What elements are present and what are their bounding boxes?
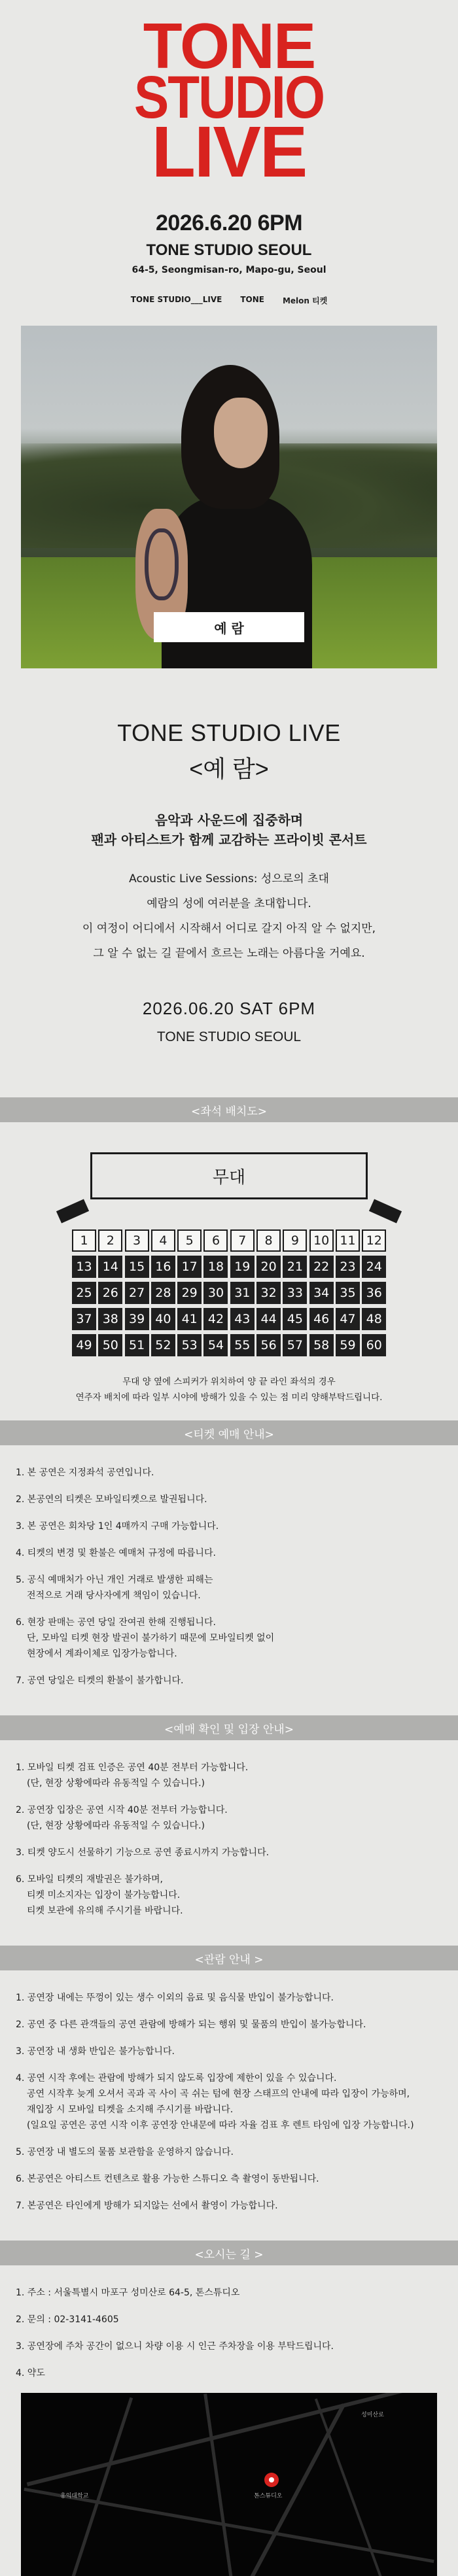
concert-datetime: 2026.06.20 SAT 6PM bbox=[142, 999, 316, 1019]
seat-41: 41 bbox=[177, 1308, 202, 1330]
list-item bbox=[16, 2339, 438, 2354]
event-address: 64-5, Seongmisan-ro, Mapo-gu, Seoul bbox=[132, 265, 326, 276]
seat-28: 28 bbox=[151, 1282, 175, 1304]
seat-16: 16 bbox=[151, 1256, 175, 1278]
list-item-subtext: 단, 모바일 티켓 현장 발권이 불가하기 때문에 모바일티켓 없이 bbox=[27, 1633, 275, 1644]
seat-46: 46 bbox=[309, 1308, 334, 1330]
sponsor-logos bbox=[0, 295, 458, 306]
tone-sponsor-logo: TONE bbox=[240, 295, 264, 305]
stage: 무대 bbox=[90, 1152, 368, 1199]
intro-paragraph: Acoustic Live Sessions: 성으로의 초대 예람의 성에 여러분을 초대합니다. 이 여정이 어디에서 시작해서 어디로 갈지 아직 알 수 없지만, 그 알 수 없는 길 끝에서 흐르는 노래는 아름다울 거예요. bbox=[82, 872, 376, 961]
seat-39: 39 bbox=[125, 1308, 149, 1330]
list-item-text: 6. 본공연은 아티스트 컨텐츠로 활용 가능한 스튜디오 측 촬영이 동반됩니다. bbox=[16, 2174, 319, 2185]
list-item bbox=[16, 2365, 438, 2381]
list-item-text: 2. 문의 : 02-3141-4605 bbox=[16, 2314, 119, 2326]
list-item-text: 7. 본공연은 타인에게 방해가 되지않는 선에서 촬영이 가능합니다. bbox=[16, 2201, 278, 2212]
location-map[interactable] bbox=[21, 2393, 437, 2576]
seat-8: 8 bbox=[256, 1229, 281, 1252]
seat-40: 40 bbox=[151, 1308, 175, 1330]
seat-2: 2 bbox=[98, 1229, 122, 1252]
seat-54: 54 bbox=[203, 1334, 228, 1356]
directions-list bbox=[0, 2265, 458, 2381]
seat-14: 14 bbox=[98, 1256, 122, 1278]
seat-31: 31 bbox=[230, 1282, 255, 1304]
seat-53: 53 bbox=[177, 1334, 202, 1356]
list-item-text: 3. 공연장 내 생화 반입은 불가능합니다. bbox=[16, 2046, 175, 2057]
entry-info-header: <예매 확인 및 입장 안내> bbox=[0, 1715, 458, 1740]
seat-32: 32 bbox=[256, 1282, 281, 1304]
seat-3: 3 bbox=[125, 1229, 149, 1252]
list-item-subtext: 티켓 미소지자는 입장이 불가능합니다. bbox=[27, 1890, 181, 1901]
seat-11: 11 bbox=[336, 1229, 360, 1252]
seat-5: 5 bbox=[177, 1229, 202, 1252]
seat-13: 13 bbox=[72, 1256, 96, 1278]
seat-44: 44 bbox=[256, 1308, 281, 1330]
list-item bbox=[16, 1465, 438, 1481]
list-item bbox=[16, 2017, 438, 2033]
seat-grid bbox=[72, 1229, 386, 1356]
entry-info-list bbox=[0, 1740, 458, 1946]
list-item-subtext: 현장에서 계좌이체로 입장가능합니다. bbox=[27, 1649, 177, 1660]
list-item bbox=[16, 1615, 438, 1662]
list-item-text: 6. 현장 판매는 공연 당일 잔여권 한해 진행됩니다. bbox=[16, 1617, 216, 1628]
map-label-studio: 톤스튜디오 bbox=[254, 2493, 283, 2500]
event-venue: TONE STUDIO SEOUL bbox=[146, 241, 312, 260]
event-date: 2026.6.20 6PM bbox=[155, 211, 303, 236]
seat-25: 25 bbox=[72, 1282, 96, 1304]
seat-15: 15 bbox=[125, 1256, 149, 1278]
seat-55: 55 bbox=[230, 1334, 255, 1356]
seat-38: 38 bbox=[98, 1308, 122, 1330]
list-item bbox=[16, 2198, 438, 2214]
melon-ticket-sponsor-logo: Melon 티켓 bbox=[282, 296, 328, 306]
seat-12: 12 bbox=[362, 1229, 386, 1252]
list-item-text: 2. 본공연의 티켓은 모바일티켓으로 발권됩니다. bbox=[16, 1494, 207, 1505]
seat-58: 58 bbox=[309, 1334, 334, 1356]
list-item-text: 3. 공연장에 주차 공간이 없으니 차량 이용 시 인근 주차장을 이용 부탁드립니다. bbox=[16, 2341, 334, 2352]
location-pin-icon bbox=[264, 2473, 279, 2487]
list-item-text: 6. 모바일 티켓의 재발권은 불가하며, bbox=[16, 1874, 163, 1885]
list-item-text: 2. 공연장 입장은 공연 시작 40분 전부터 가능합니다. bbox=[16, 1805, 228, 1816]
speaker-left-icon bbox=[56, 1199, 89, 1224]
seat-29: 29 bbox=[177, 1282, 202, 1304]
list-item-text: 1. 모바일 티켓 검표 인증은 공연 40분 전부터 가능합니다. bbox=[16, 1762, 249, 1774]
tone-studio-live-logo: TONE STUDIO LIVE bbox=[133, 10, 325, 192]
speaker-right-icon bbox=[369, 1199, 402, 1224]
list-item bbox=[16, 1572, 438, 1604]
artist-title: <예 람> bbox=[189, 755, 269, 783]
seat-20: 20 bbox=[256, 1256, 281, 1278]
intro-section bbox=[0, 719, 458, 1045]
list-item bbox=[16, 2171, 438, 2187]
list-item bbox=[16, 2144, 438, 2160]
seat-9: 9 bbox=[283, 1229, 307, 1252]
list-item bbox=[16, 1492, 438, 1507]
hero-section bbox=[0, 0, 458, 668]
list-item bbox=[16, 1845, 438, 1861]
list-item-text: 1. 공연장 내에는 뚜껑이 있는 생수 이외의 음료 및 음식물 반입이 불가능합니다. bbox=[16, 1993, 334, 2004]
list-item-text: 3. 티켓 양도시 선물하기 기능으로 공연 종료시까지 가능합니다. bbox=[16, 1847, 270, 1859]
list-item-subtext: 티켓 보관에 유의해 주시기를 바랍니다. bbox=[27, 1906, 183, 1917]
list-item-text: 5. 공식 예매처가 아닌 개인 거래로 발생한 피해는 bbox=[16, 1575, 213, 1586]
list-item bbox=[16, 2285, 438, 2301]
seat-51: 51 bbox=[125, 1334, 149, 1356]
seat-33: 33 bbox=[283, 1282, 307, 1304]
list-item bbox=[16, 1673, 438, 1689]
seat-24: 24 bbox=[362, 1256, 386, 1278]
list-item-subtext: 재입장 시 모바일 티켓을 소지해 주시기를 바랍니다. bbox=[27, 2104, 234, 2116]
seat-19: 19 bbox=[230, 1256, 255, 1278]
map-label-university: 홍익대학교 bbox=[60, 2493, 89, 2500]
list-item-subtext: (단, 현장 상황에따라 유동적일 수 있습니다.) bbox=[27, 1778, 205, 1789]
directions-header: <오시는 길 > bbox=[0, 2241, 458, 2265]
seat-48: 48 bbox=[362, 1308, 386, 1330]
list-item-text: 1. 본 공연은 지정좌석 공연입니다. bbox=[16, 1468, 154, 1479]
list-item bbox=[16, 1802, 438, 1834]
seat-27: 27 bbox=[125, 1282, 149, 1304]
list-item bbox=[16, 1545, 438, 1561]
seat-35: 35 bbox=[336, 1282, 360, 1304]
seat-60: 60 bbox=[362, 1334, 386, 1356]
seat-36: 36 bbox=[362, 1282, 386, 1304]
seat-47: 47 bbox=[336, 1308, 360, 1330]
ticket-info-list bbox=[0, 1445, 458, 1715]
seat-6: 6 bbox=[203, 1229, 228, 1252]
intro-lead: 음악과 사운드에 집중하며 팬과 아티스트가 함께 교감하는 프라이빗 콘서트 bbox=[91, 812, 367, 848]
concert-title: TONE STUDIO LIVE bbox=[117, 719, 341, 747]
seat-45: 45 bbox=[283, 1308, 307, 1330]
list-item-text: 5. 공연장 내 별도의 물품 보관함을 운영하지 않습니다. bbox=[16, 2147, 234, 2158]
seat-23: 23 bbox=[336, 1256, 360, 1278]
seat-34: 34 bbox=[309, 1282, 334, 1304]
list-item-text: 1. 주소 : 서울특별시 마포구 성미산로 64-5, 톤스튜디오 bbox=[16, 2288, 240, 2299]
list-item bbox=[16, 2070, 438, 2133]
ticket-info-header: <티켓 예매 안내> bbox=[0, 1420, 458, 1445]
seat-21: 21 bbox=[283, 1256, 307, 1278]
list-item-subtext: (단, 현장 상황에따라 유동적일 수 있습니다.) bbox=[27, 1821, 205, 1832]
seatmap-header: <좌석 배치도> bbox=[0, 1097, 458, 1122]
seat-7: 7 bbox=[230, 1229, 255, 1252]
concert-venue: TONE STUDIO SEOUL bbox=[156, 1029, 302, 1045]
seat-22: 22 bbox=[309, 1256, 334, 1278]
artist-name-badge: 예 람 bbox=[154, 612, 304, 642]
viewing-info-list bbox=[0, 1970, 458, 2241]
list-item-subtext: 공연 시작후 늦게 오셔서 곡과 곡 사이 곡 쉬는 텀에 현장 스태프의 안내에 따라 입장이 가능하며, bbox=[27, 2089, 410, 2100]
seat-42: 42 bbox=[203, 1308, 228, 1330]
list-item-text: 3. 본 공연은 회차당 1인 4매까지 구매 가능합니다. bbox=[16, 1521, 219, 1532]
list-item-text: 4. 약도 bbox=[16, 2368, 45, 2379]
list-item-subtext: 전적으로 거래 당사자에게 책임이 있습니다. bbox=[27, 1590, 201, 1602]
list-item-text: 7. 공연 당일은 티켓의 환불이 불가합니다. bbox=[16, 1675, 184, 1687]
seat-37: 37 bbox=[72, 1308, 96, 1330]
seat-30: 30 bbox=[203, 1282, 228, 1304]
seat-17: 17 bbox=[177, 1256, 202, 1278]
list-item-text: 2. 공연 중 다른 관객들의 공연 관람에 방해가 되는 행위 및 물품의 반입이 불가능합니다. bbox=[16, 2019, 366, 2031]
seat-4: 4 bbox=[151, 1229, 175, 1252]
seat-57: 57 bbox=[283, 1334, 307, 1356]
artist-photo bbox=[21, 326, 437, 668]
seat-18: 18 bbox=[203, 1256, 228, 1278]
seat-10: 10 bbox=[309, 1229, 334, 1252]
seat-1: 1 bbox=[72, 1229, 96, 1252]
viewing-info-header: <관람 안내 > bbox=[0, 1946, 458, 1970]
list-item bbox=[16, 1519, 438, 1534]
list-item bbox=[16, 1990, 438, 2006]
seat-52: 52 bbox=[151, 1334, 175, 1356]
seat-map bbox=[0, 1122, 458, 1420]
list-item bbox=[16, 1872, 438, 1919]
map-label-road: 성미산로 bbox=[361, 2412, 384, 2419]
seat-26: 26 bbox=[98, 1282, 122, 1304]
seatmap-note: 무대 양 옆에 스피커가 위치하여 양 끝 라인 좌석의 경우 연주자 배치에 따라 일부 시야에 방해가 있을 수 있는 점 미리 양해부탁드립니다. bbox=[75, 1377, 383, 1403]
list-item bbox=[16, 2044, 438, 2059]
seat-49: 49 bbox=[72, 1334, 96, 1356]
list-item bbox=[16, 1760, 438, 1791]
tone-studio-live-sponsor-logo: TONE STUDIO___LIVE bbox=[130, 295, 222, 305]
seat-50: 50 bbox=[98, 1334, 122, 1356]
seat-59: 59 bbox=[336, 1334, 360, 1356]
list-item-text: 4. 티켓의 변경 및 환불은 예매처 규정에 따릅니다. bbox=[16, 1548, 216, 1559]
list-item-subtext: (일요일 공연은 공연 시작 이후 공연장 안내문에 따라 자율 검표 후 렌트 타임에 입장 가능합니다.) bbox=[27, 2120, 414, 2131]
seat-43: 43 bbox=[230, 1308, 255, 1330]
seat-56: 56 bbox=[256, 1334, 281, 1356]
list-item bbox=[16, 2312, 438, 2327]
list-item-text: 4. 공연 시작 후에는 관람에 방해가 되지 않도록 입장에 제한이 있을 수 있습니다. bbox=[16, 2073, 337, 2084]
